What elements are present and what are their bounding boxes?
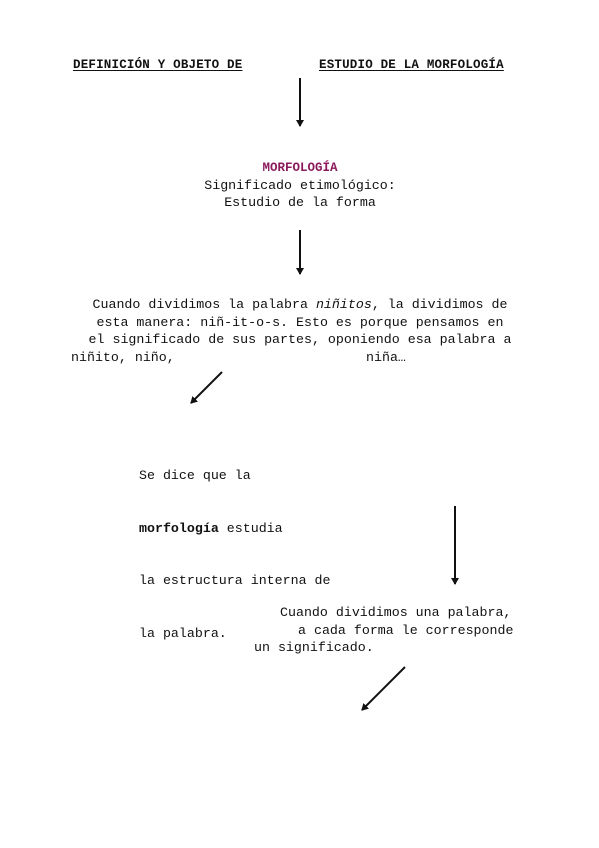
- definition-line-1: Se dice que la: [139, 468, 251, 483]
- arrow-icon: [191, 372, 222, 403]
- example-text: , la dividimos de: [371, 297, 508, 312]
- title-right: ESTUDIO DE LA MORFOLOGÍA: [319, 58, 504, 72]
- definition-text: estudia: [218, 520, 283, 536]
- meaning-line: Estudio de la forma: [224, 195, 376, 210]
- conclusion-line-2: a cada forma le corresponde: [298, 623, 514, 638]
- example-line-2: esta manera: niñ-it-o-s. Esto es porque pensamos en: [96, 314, 504, 330]
- etymology-line: Significado etimológico:: [204, 178, 396, 193]
- morfologia-term: morfología: [139, 520, 219, 536]
- conclusion-line-3: un significado.: [254, 640, 374, 655]
- definition-line-3: la estructura interna de: [139, 573, 331, 588]
- conclusion-line-1: Cuando dividimos una palabra,: [280, 605, 512, 620]
- arrow-icon: [362, 667, 405, 710]
- example-word: niñitos: [315, 297, 372, 312]
- morfologia-heading: MORFOLOGÍA: [262, 161, 338, 175]
- title-left: DEFINICIÓN Y OBJETO DE: [73, 58, 243, 72]
- example-line-4b: niña…: [366, 350, 406, 365]
- example-text: Cuando dividimos la palabra: [92, 297, 316, 312]
- example-line-4a: niñito, niño,: [71, 350, 175, 365]
- example-line-3: el significado de sus partes, oponiendo esa palabra a: [88, 332, 512, 347]
- definition-line-4: la palabra.: [139, 625, 227, 641]
